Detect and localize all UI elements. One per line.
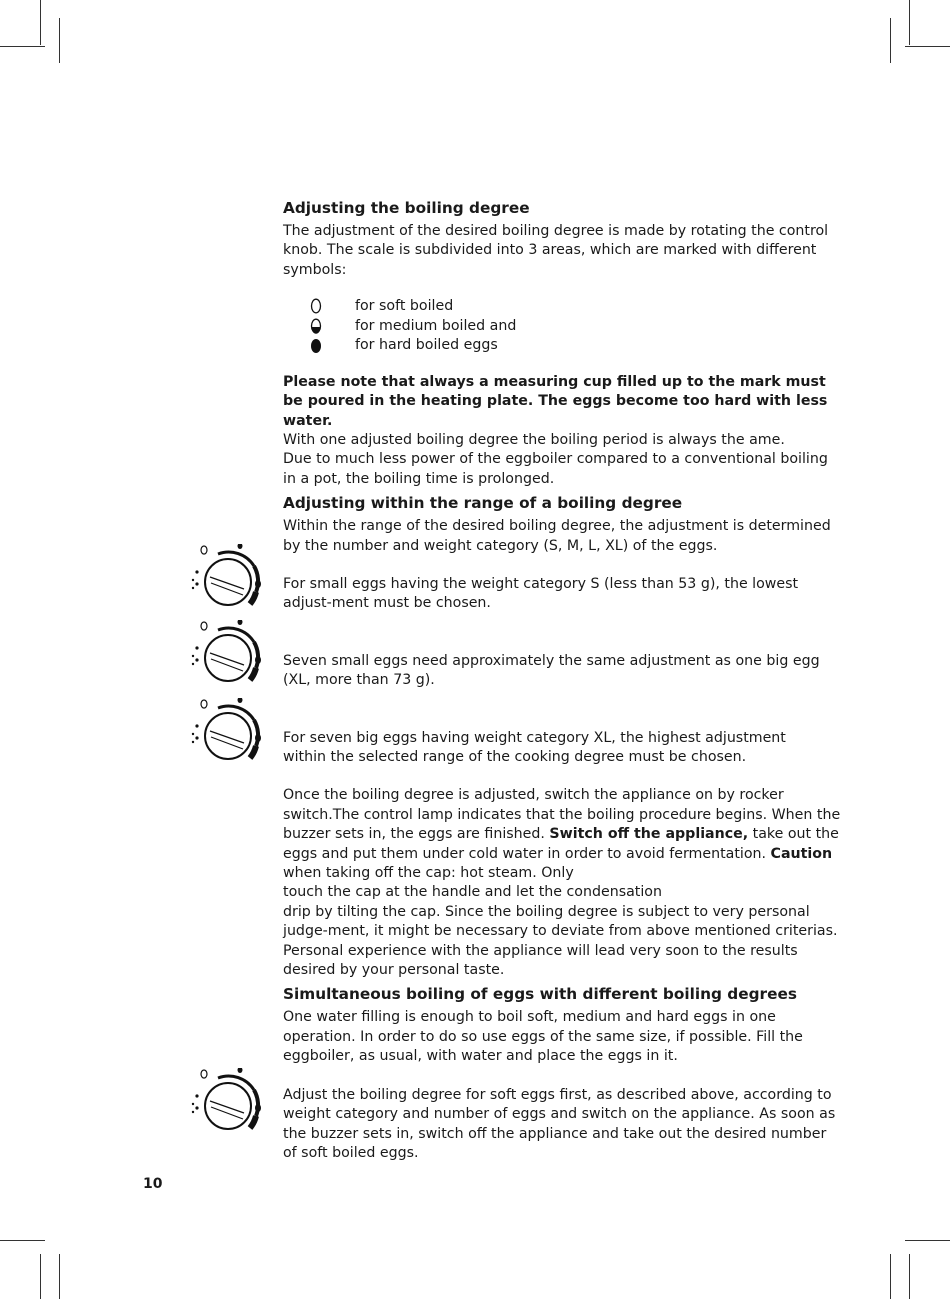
paragraph: With one adjusted boiling degree the boiling period is always the ame. — [283, 431, 785, 448]
symbol-list — [283, 297, 843, 356]
paragraph: For small eggs having the weight category S (less than 53 g), the lowest adjust-ment must be chosen. — [283, 575, 799, 612]
control-knob-icon — [188, 698, 264, 768]
list-item — [283, 336, 843, 356]
medium-egg-icon — [310, 318, 322, 335]
crop-mark — [59, 18, 60, 63]
text-run: when taking off the cap: hot steam. Only — [283, 865, 574, 882]
section-heading: Simultaneous boiling of eggs with different boiling degrees — [283, 985, 797, 1004]
text-run: take out the eggs and put them under cold water in order to avoid fermentation. — [283, 826, 839, 862]
page-content — [283, 198, 843, 1163]
section-heading: Adjusting the boiling degree — [283, 199, 530, 217]
control-knob-icon — [188, 544, 264, 614]
crop-mark — [0, 46, 45, 47]
paragraph: For seven big eggs having weight category XL, the highest adjustment — [283, 729, 786, 746]
paragraph: The adjustment of the desired boiling degree is made by rotating the control knob. The scale is subdivided into 3 areas, which are marked with different symbols: — [283, 223, 829, 278]
soft-egg-icon — [310, 298, 322, 315]
symbol-label: for hard boiled eggs — [355, 337, 498, 354]
hard-egg-icon — [310, 337, 322, 354]
paragraph: within the selected range of the cooking degree must be chosen. — [283, 749, 747, 765]
paragraph: Due to much less power of the eggboiler compared to a conventional boiling in a pot, the boiling time is prolonged. — [283, 451, 828, 487]
section-heading: Adjusting within the range of a boiling degree — [283, 494, 683, 513]
note-bold: Please note that always a measuring cup filled up to the mark must be poured in the heating plate. The eggs become too hard with less water. — [283, 373, 828, 429]
control-knob-icon — [188, 1068, 264, 1138]
paragraph: drip by tilting the cap. Since the boiling degree is subject to very personal judge-ment, it might be necessary to deviate from above mentioned criterias. Personal experience with the appliance will lead very soon to the results desired by your personal taste. — [283, 903, 838, 979]
symbol-label: for soft boiled — [355, 298, 454, 315]
crop-mark — [890, 1254, 891, 1299]
page-number: 10 — [143, 1176, 163, 1192]
paragraph: touch the cap at the handle and let the condensation — [283, 884, 662, 901]
paragraph: Adjust the boiling degree for soft eggs first, as described above, according to weight category and number of eggs and switch on the appliance. As soon as the buzzer sets in, switch off the appliance and take out the desired number of soft boiled eggs. — [283, 1086, 836, 1161]
paragraph: Within the range of the desired boiling degree, the adjustment is determined by the number and weight category (S, M, L, XL) of the eggs. — [283, 518, 831, 554]
text-run: Once the boiling degree is adjusted, switch the appliance on by rocker switch.The control lamp indicates that the boiling procedure begins. When the buzzer sets in, the eggs are finished. — [283, 787, 841, 843]
paragraph: Seven small eggs need approximately the same adjustment as one big egg (XL, more than 73 g). — [283, 652, 820, 689]
list-item — [283, 297, 843, 317]
list-item — [283, 317, 843, 337]
crop-mark — [909, 1254, 910, 1299]
crop-mark — [905, 1240, 950, 1241]
crop-mark — [890, 18, 891, 63]
paragraph — [283, 786, 843, 883]
text-run-bold: Switch off the appliance, — [549, 826, 749, 843]
symbol-label: for medium boiled and — [355, 317, 517, 334]
crop-mark — [905, 46, 950, 47]
text-run-bold: Caution — [770, 845, 833, 862]
crop-mark — [40, 0, 41, 45]
crop-mark — [909, 0, 910, 45]
crop-mark — [59, 1254, 60, 1299]
control-knob-icon — [188, 620, 264, 690]
paragraph: One water filling is enough to boil soft, medium and hard eggs in one operation. In order to do so use eggs of the same size, if possible. Fill the eggboiler, as usual, with water and place the eggs in it. — [283, 1009, 803, 1065]
crop-mark — [0, 1240, 45, 1241]
crop-mark — [40, 1254, 41, 1299]
